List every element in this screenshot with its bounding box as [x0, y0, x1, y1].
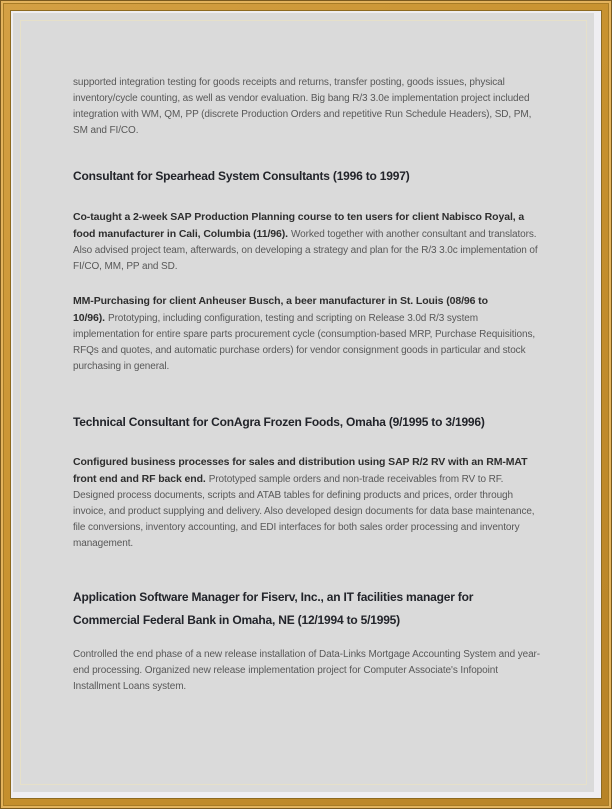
section-heading-conagra: Technical Consultant for ConAgra Frozen Foods, Omaha (9/1995 to 3/1996) [73, 415, 485, 429]
paragraph-conagra-lead: Configured business processes for sales and distribution using SAP R/2 RV with an RM-MAT front end and RF back end. [73, 456, 528, 485]
scanned-content-area [13, 13, 594, 792]
paragraph-conagra [73, 454, 542, 552]
paragraph-nabisco-lead: Co-taught a 2-week SAP Production Planning course to ten users for client Nabisco Royal, a food manufacturer in Cali, Columbia (11/96). [73, 211, 525, 240]
paragraph-continuation: supported integration testing for goods receipts and returns, transfer posting, goods issues, physical inventory/cycle counting, as well as vendor evaluation. Big bang R/3 3.0e implementation project included integration with WM, QM, PP (discrete Production Orders and repetitive Run Schedule Headers), SD, PM, SM and FI/CO. [73, 77, 532, 136]
paragraph-anheuser-body: Prototyping, including configuration, testing and scripting on Release 3.0d R/3 system implementation for entire spare parts procurement cycle (consumption-based MRP, Purchase Requisitions, RFQs and quotes, and automatic purchase orders) for vendor consignment goods in particular and stock purchasing in general. [73, 313, 536, 372]
page-sheet [10, 10, 602, 799]
paragraph-fiserv: Controlled the end phase of a new release installation of Data-Links Mortgage Accounting System and year-end processing. Organized new release implementation project for Computer Associate's Infopoint Installment Loans system. [73, 649, 541, 692]
section-heading-spearhead: Consultant for Spearhead System Consultants (1996 to 1997) [73, 169, 410, 183]
paragraph-nabisco [73, 209, 542, 275]
resume-content [13, 13, 594, 695]
section-heading-fiserv: Application Software Manager for Fiserv, Inc., an IT facilities manager for Commercial Federal Bank in Omaha, NE (12/1994 to 5/1995) [73, 590, 474, 627]
paragraph-conagra-body: Prototyped sample orders and non-trade receivables from RV to RF. Designed process documents, scripts and ATAB tables for defining products and prices, order through invoice, and product supplying and delivery. Also developed design documents for data base maintenance, file conversions, inventory accounting, and EDI interfaces for both sales order processing and inventory management. [73, 474, 535, 549]
paragraph-anheuser-lead: MM-Purchasing for client Anheuser Busch, a beer manufacturer in St. Louis (08/96 to 10/96). [73, 295, 488, 324]
paragraph-nabisco-body: Worked together with another consultant and translators. Also advised project team, afterwards, on developing a strategy and plan for the R/3 3.0c implementation of FI/CO, MM, PP and SD. [73, 229, 538, 272]
paragraph-anheuser [73, 293, 542, 375]
